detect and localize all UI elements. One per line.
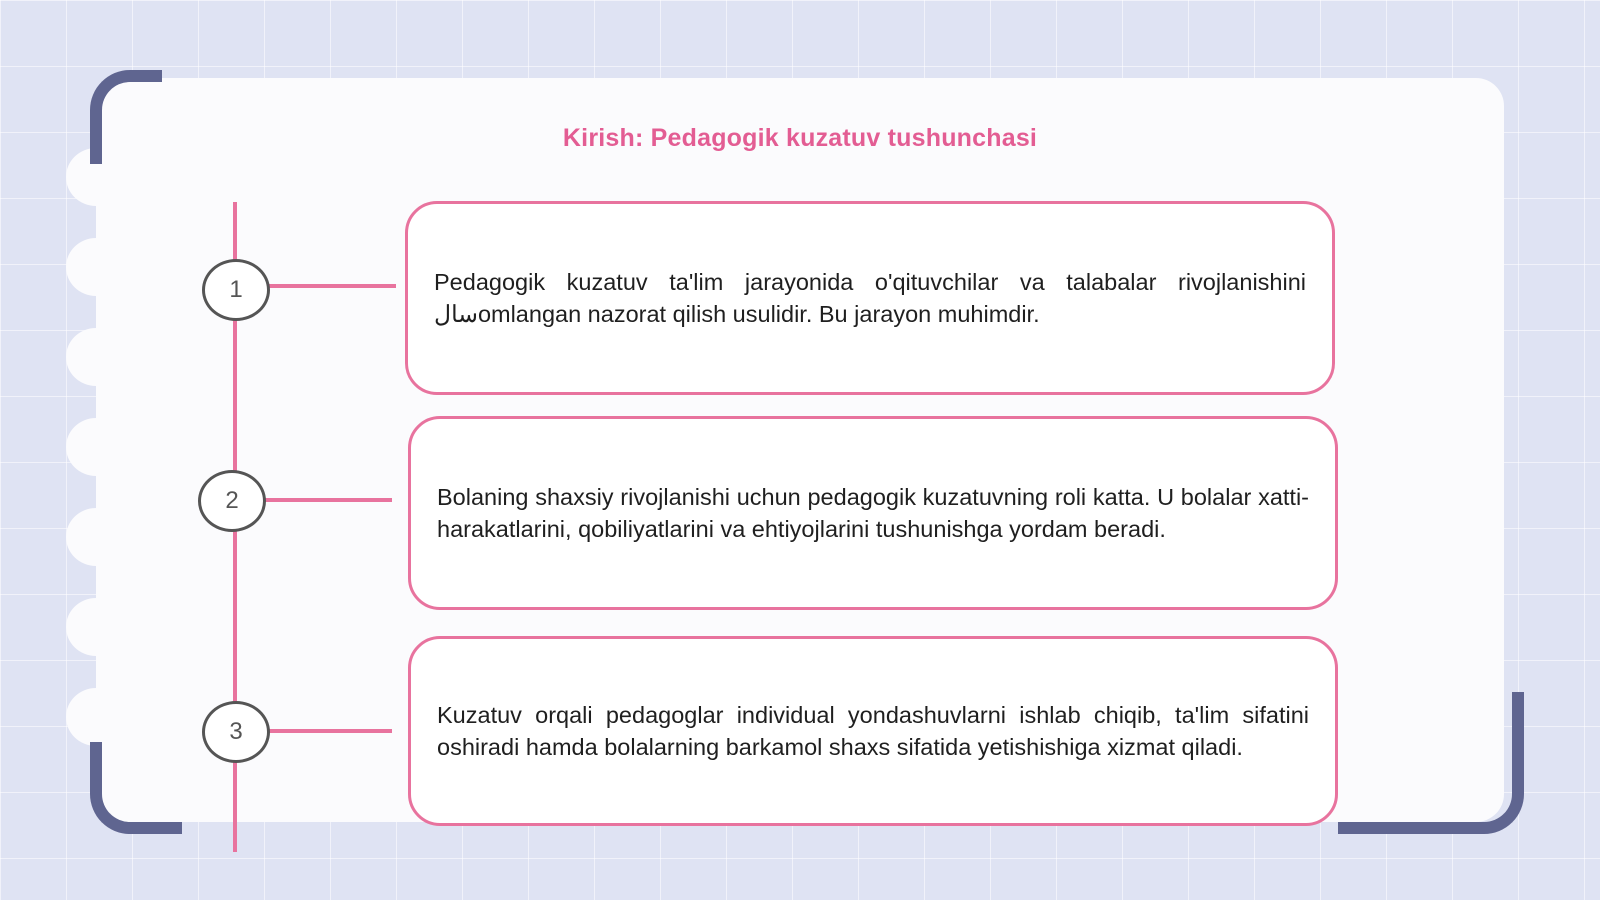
- timeline-connector: [266, 284, 396, 288]
- step-card-3: [408, 636, 1338, 826]
- corner-bracket-top-left: [90, 70, 162, 164]
- paper-scallop: [66, 508, 126, 566]
- step-card-1: [405, 201, 1335, 395]
- step-text: Pedagogik kuzatuv ta'lim jarayonida o'qituvchilar va talabalar rivojlanishini سالomlangan nazorat qilish usulidir. Bu jarayon muhimdir.: [434, 269, 1306, 327]
- corner-bracket-bottom-left: [90, 742, 182, 834]
- step-card-2: [408, 416, 1338, 610]
- paper-scallop: [66, 688, 126, 746]
- step-number-1: 1: [202, 259, 270, 321]
- step-text: Kuzatuv orqali pedagoglar individual yondashuvlarni ishlab chiqib, ta'lim sifatini oshiradi hamda bolalarning barkamol shaxs sifatida yetishishiga xizmat qiladi.: [437, 702, 1309, 760]
- corner-bracket-bottom-right: [1338, 692, 1524, 834]
- paper-scallop: [66, 418, 126, 476]
- paper-scallop: [66, 598, 126, 656]
- step-number-3: 3: [202, 701, 270, 763]
- timeline-connector: [266, 729, 392, 733]
- paper-scallop: [66, 238, 126, 296]
- paper-scallop: [66, 328, 126, 386]
- page-title: Kirish: Pedagogik kuzatuv tushunchasi: [562, 124, 1038, 152]
- step-number-2: 2: [198, 470, 266, 532]
- step-text: Bolaning shaxsiy rivojlanishi uchun pedagogik kuzatuvning roli katta. U bolalar xatti-harakatlarini, qobiliyatlarini va ehtiyojlarini tushunishga yordam beradi.: [437, 484, 1309, 542]
- timeline-connector: [262, 498, 392, 502]
